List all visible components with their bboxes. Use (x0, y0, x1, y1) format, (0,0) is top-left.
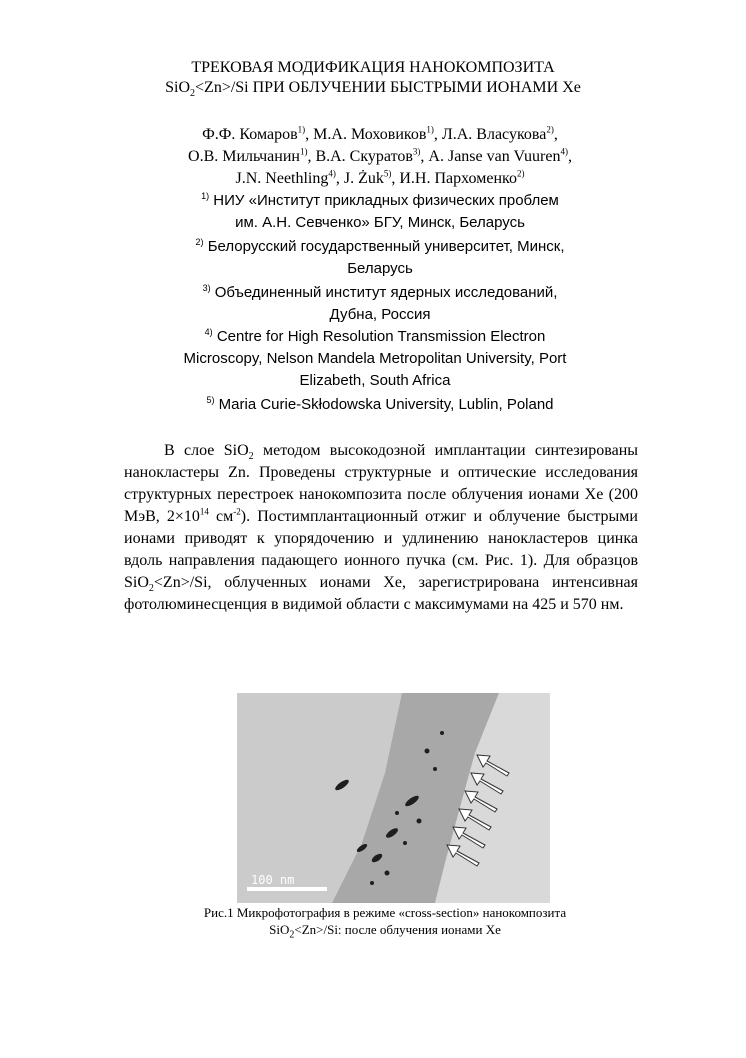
author-name: Ф.Ф. Комаров (202, 126, 298, 143)
nanocluster (403, 841, 407, 845)
abstract (124, 440, 638, 616)
nanocluster (417, 819, 422, 824)
nanocluster (433, 767, 437, 771)
figure-caption (150, 904, 620, 941)
abstract-paragraph: В слое SiO$_2$ методом высокодозной имплантации синтезированы нанокластеры Zn. Проведены структурные и оптические исследования структурных перестроек нанокомпозита после облучения ионами Xe (200 МэВ, $2\times 10^{14}$ $см^{-2}$). Постимплантационный отжиг и облучение быстрыми ионами приводят к упорядочению и удлинению нанокластеров цинка вдоль направления падающего ионного пучка (см. Рис. 1). Для образцов SiO$_2$<Zn>/Si, облученных ионами Xe, зарегистрирована интенсивная фотолюминесценция в видимой области с максимумами на 425 и 570 нм. (124, 442, 638, 613)
paper-title (60, 58, 686, 98)
author-name: М.А. Моховиков (313, 126, 427, 143)
scale-bar (247, 887, 327, 891)
scale-bar-label: 100 nm (251, 873, 295, 887)
nanocluster (440, 731, 444, 735)
affiliation-4: $^{4)}$ Centre for High Resolution Transmission Electron Microscopy, Nelson Mandela Metropolitan University, Port Elizabeth, South Africa (183, 327, 567, 389)
title-line-2: SiO$_2$<Zn>/Si ПРИ ОБЛУЧЕНИИ БЫСТРЫМИ ИОНАМИ Xe (165, 79, 581, 100)
affiliation-3: $^{3)}$ Объединенный институт ядерных исследований, Дубна, Россия (202, 283, 558, 323)
author-line-2: О.В. Мильчанин$^{1)}$, В.А. Скуратов$^{3)}$, A. Janse van Vuuren$^{4)}$, (188, 146, 572, 165)
nanocluster (370, 881, 374, 885)
affiliation-2: $^{2)}$ Белорусский государственный университет, Минск, Беларусь (195, 237, 565, 277)
nanocluster (425, 749, 430, 754)
affiliation-5: $^{5)}$ Maria Curie-Skłodowska University, Lublin, Poland (206, 395, 554, 413)
author-line-1: Ф.Ф. Комаров$^{1)}$, М.А. Моховиков$^{1)}$, Л.А. Власукова$^{2)}$, (202, 124, 558, 143)
nanocluster (395, 811, 399, 815)
caption-line-1: Рис.1 Микрофотография в режиме «cross-section» нанокомпозита (203, 905, 567, 920)
author-name: A. Janse van Vuuren (428, 148, 561, 165)
tem-micrograph (237, 693, 550, 903)
author-name: J.N. Neethling (235, 170, 329, 187)
author-line-3: J.N. Neethling$^{4)}$, J. Żuk$^{5)}$, И.Н. Пархоменко$^{2)}$ (235, 168, 525, 187)
author-name: И.Н. Пархоменко (399, 170, 517, 187)
caption-line-2: SiO$_2$<Zn>/Si: после облучения ионами Xe (269, 922, 501, 941)
nanocluster (385, 871, 390, 876)
micrograph-svg (237, 693, 550, 903)
author-name: J. Żuk (343, 170, 384, 187)
title-line-1: ТРЕКОВАЯ МОДИФИКАЦИЯ НАНОКОМПОЗИТА (191, 59, 555, 76)
author-name: Л.А. Власукова (441, 126, 547, 143)
author-name: О.В. Мильчанин (188, 148, 300, 165)
author-name: В.А. Скуратов (315, 148, 413, 165)
author-list (120, 124, 640, 190)
affiliation-1: $^{1)}$ НИУ «Институт прикладных физических проблем им. А.Н. Севченко» БГУ, Минск, Беларусь (201, 191, 559, 231)
